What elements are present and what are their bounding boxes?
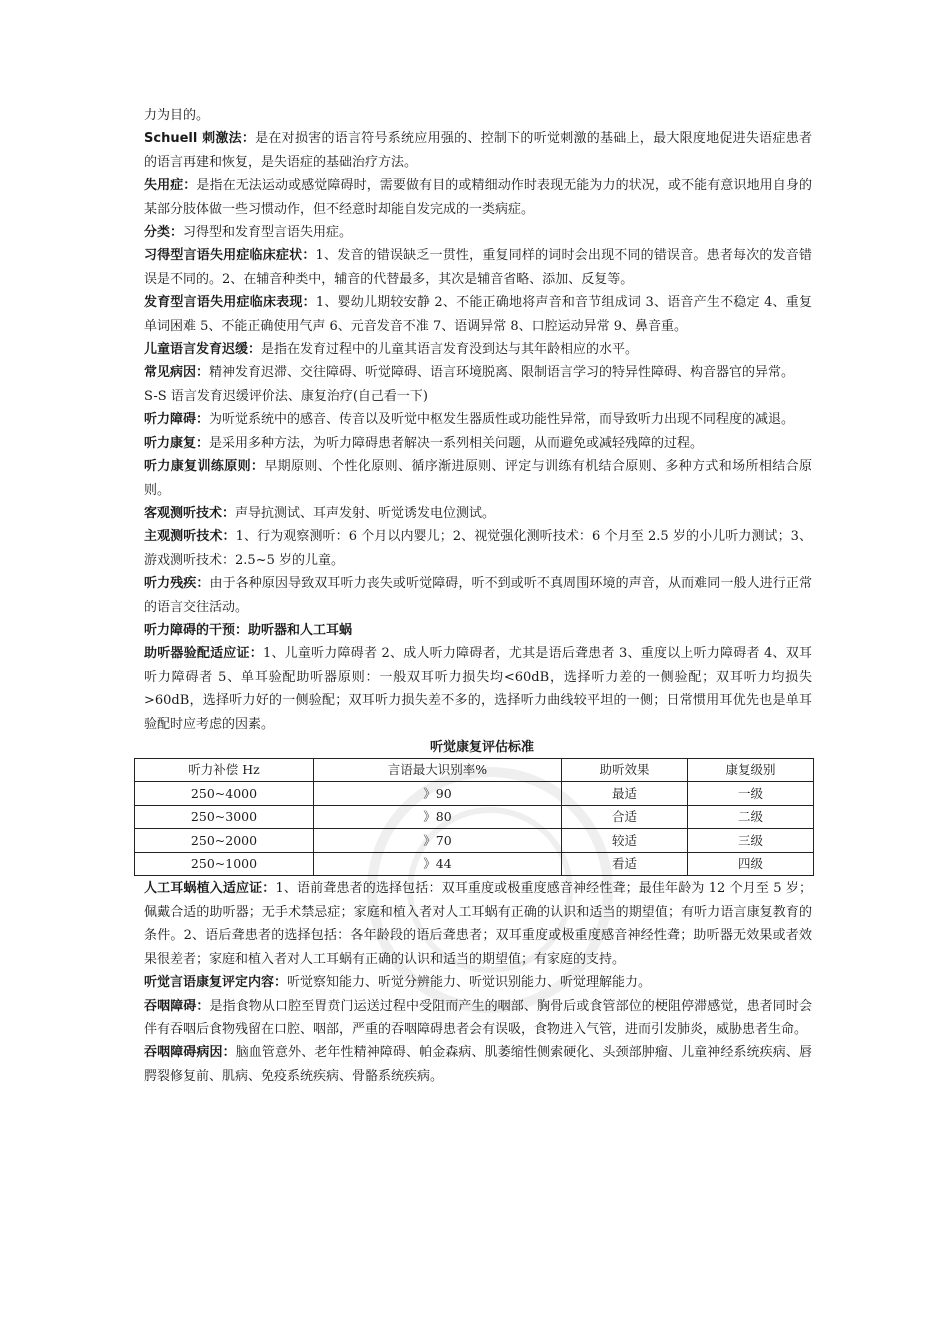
- table-header-cell: 言语最大识别率%: [314, 758, 562, 782]
- table-row: [135, 782, 814, 806]
- paragraph-text: 早期原则、个性化原则、循序渐进原则、评定与训练有机结合原则、多种方式和场所相结合原则。: [144, 459, 812, 498]
- paragraph: [144, 995, 812, 1042]
- paragraph-text: 是指在发育过程中的儿童其语言发育没到达与其年龄相应的水平。: [261, 342, 639, 358]
- paragraph: [144, 221, 812, 244]
- paragraph-term: 吞咽障碍：: [144, 998, 210, 1014]
- paragraph: [144, 104, 812, 127]
- table-cell: 》70: [314, 829, 562, 853]
- paragraph-term: 听力障碍的干预：助听器和人工耳蜗: [144, 622, 353, 638]
- table-row: [135, 829, 814, 853]
- paragraph: [144, 385, 812, 408]
- paragraph: [144, 502, 812, 525]
- paragraph-text: 精神发育迟滞、交往障碍、听觉障碍、语言环境脱离、限制语言学习的特异性障碍、构音器官的异常。: [209, 365, 795, 381]
- paragraph-term: 失用症：: [144, 178, 197, 194]
- paragraph: [144, 174, 812, 221]
- table-row: [135, 852, 814, 876]
- paragraph-list-after: [144, 877, 812, 1088]
- paragraph-text: 是采用多种方法，为听力障碍患者解决一系列相关问题，从而避免或减轻残障的过程。: [209, 435, 704, 451]
- paragraph: [144, 361, 812, 384]
- table-cell: 》90: [314, 782, 562, 806]
- table-cell: 合适: [561, 805, 687, 829]
- table-cell: 》80: [314, 805, 562, 829]
- table-cell: 250~1000: [135, 852, 314, 876]
- paragraph: [144, 291, 812, 338]
- paragraph-term: Schuell 刺激法：: [144, 131, 256, 147]
- table-cell: 三级: [687, 829, 813, 853]
- paragraph-term: 客观测听技术：: [144, 505, 236, 521]
- paragraph-text: 1、行为观察测听：6 个月以内婴儿；2、视觉强化测听技术：6 个月至 2.5 岁的小儿听力测试；3、游戏测听技术：2.5~5 岁的儿童。: [144, 529, 812, 568]
- paragraph-text: 1、发音的错误缺乏一贯性，重复同样的词时会出现不同的错误音。患者每次的发音错误是不同的。2、在辅音种类中，辅音的代替最多，其次是辅音省略、添加、反复等。: [144, 248, 812, 287]
- table-header-cell: 康复级别: [687, 758, 813, 782]
- table-row: [135, 805, 814, 829]
- table-cell: 二级: [687, 805, 813, 829]
- paragraph-term: 发育型言语失用症临床表现：: [144, 295, 316, 311]
- document-page: [144, 104, 812, 1088]
- paragraph-term: 听力障碍：: [144, 412, 210, 428]
- paragraph-term: 吞咽障碍病因：: [144, 1045, 236, 1061]
- table-body: [135, 782, 814, 876]
- paragraph: [144, 525, 812, 572]
- paragraph-term: 听觉言语康复评定内容：: [144, 975, 288, 991]
- table-cell: 250~4000: [135, 782, 314, 806]
- paragraph-text: 声导抗测试、耳声发射、听觉诱发电位测试。: [235, 505, 496, 521]
- table-header-cell: 听力补偿 Hz: [135, 758, 314, 782]
- paragraph-list: [144, 104, 812, 736]
- table-cell: 最适: [561, 782, 687, 806]
- paragraph: [144, 408, 812, 431]
- hearing-rehab-table: [134, 758, 814, 877]
- paragraph-term: 助听器验配适应证：: [144, 646, 263, 662]
- paragraph: [144, 971, 812, 994]
- paragraph-text: 听觉察知能力、听觉分辨能力、听觉识别能力、听觉理解能力。: [287, 975, 652, 991]
- paragraph-text: 是指食物从口腔至胃贲门运送过程中受阻而产生的咽部、胸骨后或食管部位的梗阻停滞感觉，患者同时会伴有吞咽后食物残留在口腔、咽部，严重的吞咽障碍患者会有误吸，食物进入气管，进而引发肺炎，威胁患者生命。: [144, 998, 812, 1037]
- paragraph: [144, 244, 812, 291]
- table-cell: 一级: [687, 782, 813, 806]
- table-header-cell: 助听效果: [561, 758, 687, 782]
- paragraph-text: 力为目的。: [144, 108, 210, 123]
- paragraph: [144, 1041, 812, 1088]
- paragraph: [144, 455, 812, 502]
- paragraph-text: 脑血管意外、老年性精神障碍、帕金森病、肌萎缩性侧索硬化、头颈部肿瘤、儿童神经系统疾病、唇腭裂修复前、肌病、免疫系统疾病、骨骼系统疾病。: [144, 1045, 812, 1084]
- table-cell: 250~3000: [135, 805, 314, 829]
- paragraph-text: 为听觉系统中的感音、传音以及听觉中枢发生器质性或功能性异常，而导致听力出现不同程度的减退。: [209, 412, 795, 428]
- paragraph-term: 常见病因：: [144, 365, 210, 381]
- paragraph: [144, 432, 812, 455]
- paragraph: [144, 338, 812, 361]
- paragraph-term: 听力康复：: [144, 435, 210, 451]
- paragraph-text: 1、婴幼儿期较安静 2、不能正确地将声音和音节组成词 3、语音产生不稳定 4、重复单词困难 5、不能正确使用气声 6、元音发音不准 7、语调异常 8、口腔运动异常 9、鼻音重。: [144, 295, 812, 334]
- table-title: 听觉康复评估标准: [429, 739, 534, 755]
- paragraph: [144, 642, 812, 736]
- paragraph-text: 由于各种原因导致双耳听力丧失或听觉障碍，听不到或听不真周围环境的声音，从而难同一般人进行正常的语言交往活动。: [144, 576, 812, 615]
- table-header-row: [135, 758, 814, 782]
- paragraph-text: 习得型和发育型言语失用症。: [183, 225, 353, 241]
- table-cell: 看适: [561, 852, 687, 876]
- paragraph-text: 1、语前聋患者的选择包括：双耳重度或极重度感音神经性聋；最佳年龄为 12 个月至 5 岁；佩戴合适的助听器；无手术禁忌症；家庭和植入者对人工耳蜗有正确的认识和适当的期望值；有听力语言康复教育的条件。2、语后聋患者的选择包括：各年龄段的语后聋患者；双耳重度或极重度感音神经性聋；助听器无效果或者效果很差者；家庭和植入者对人工耳蜗有正确的认识和适当的期望值；有家庭的支持。: [144, 881, 812, 967]
- paragraph-term: 人工耳蜗植入适应证：: [144, 881, 276, 897]
- paragraph-term: 听力康复训练原则：: [144, 459, 265, 475]
- paragraph: [144, 127, 812, 174]
- paragraph-term: 习得型言语失用症临床症状：: [144, 248, 316, 264]
- paragraph: [144, 619, 812, 642]
- paragraph-text: 是指在无法运动或感觉障碍时，需要做有目的或精细动作时表现无能为力的状况，或不能有意识地用自身的某部分肢体做一些习惯动作，但不经意时却能自发完成的一类病症。: [144, 178, 812, 217]
- table-cell: 》44: [314, 852, 562, 876]
- paragraph-term: 听力残疾：: [144, 576, 210, 592]
- paragraph-text: 1、儿童听力障碍者 2、成人听力障碍者，尤其是语后聋患者 3、重度以上听力障碍者 4、双耳听力障碍者 5、单耳验配助听器原则：一般双耳听力损失均<60dB，选择听力差的一侧验配；双耳听力均损失>60dB，选择听力好的一侧验配；双耳听力损失差不多的，选择听力曲线较平坦的一侧；日常惯用耳优先也是单耳验配时应考虑的因素。: [144, 646, 812, 732]
- table-cell: 四级: [687, 852, 813, 876]
- paragraph-term: 主观测听技术：: [144, 529, 236, 545]
- paragraph: [144, 877, 812, 971]
- table-cell: 250~2000: [135, 829, 314, 853]
- table-cell: 较适: [561, 829, 687, 853]
- paragraph-term: 分类：: [144, 225, 184, 241]
- paragraph: [144, 572, 812, 619]
- paragraph-text: 是在对损害的语言符号系统应用强的、控制下的听觉刺激的基础上，最大限度地促进失语症患者的语言再建和恢复，是失语症的基础治疗方法。: [144, 131, 812, 170]
- paragraph-term: 儿童语言发育迟缓：: [144, 342, 262, 358]
- paragraph-text: S-S 语言发育迟缓评价法、康复治疗(自己看一下): [144, 388, 428, 404]
